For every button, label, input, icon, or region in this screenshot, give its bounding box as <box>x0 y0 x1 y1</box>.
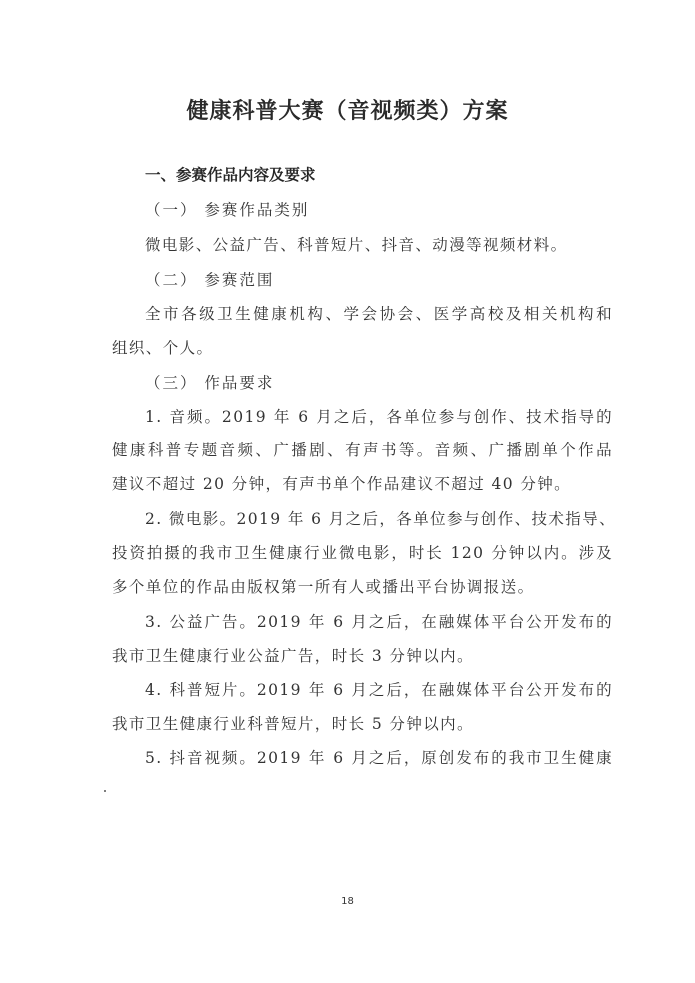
document-title: 健康科普大赛（音视频类）方案 <box>186 98 509 124</box>
requirement-item-1-line-3: 建议不超过 20 分钟，有声书单个作品建议不超过 40 分钟。 <box>112 475 572 493</box>
subsection-heading-requirements: （三） 作品要求 <box>145 374 275 392</box>
scope-text-line-1: 全市各级卫生健康机构、学会协会、医学高校及相关机构和 <box>145 305 613 323</box>
scan-speck <box>104 790 106 792</box>
category-text: 微电影、公益广告、科普短片、抖音、动漫等视频材料。 <box>145 236 568 254</box>
requirement-item-4-line-1: 4. 科普短片。2019 年 6 月之后，在融媒体平台公开发布的 <box>145 681 613 699</box>
section-heading-1: 一、参赛作品内容及要求 <box>145 166 316 184</box>
requirement-item-2-line-3: 多个单位的作品由版权第一所有人或播出平台协调报送。 <box>112 578 535 596</box>
scope-text-line-2: 组织、个人。 <box>112 339 214 357</box>
requirement-item-2-line-2: 投资拍摄的我市卫生健康行业微电影，时长 120 分钟以内。涉及 <box>112 544 613 562</box>
requirement-item-5-line-1: 5. 抖音视频。2019 年 6 月之后，原创发布的我市卫生健康 <box>145 749 613 767</box>
requirement-item-4-line-2: 我市卫生健康行业科普短片，时长 5 分钟以内。 <box>112 715 474 733</box>
requirement-item-3-line-1: 3. 公益广告。2019 年 6 月之后，在融媒体平台公开发布的 <box>145 613 613 631</box>
requirement-item-3-line-2: 我市卫生健康行业公益广告，时长 3 分钟以内。 <box>112 647 474 665</box>
requirement-item-1-line-2: 健康科普专题音频、广播剧、有声书等。音频、广播剧单个作品 <box>112 441 613 459</box>
subsection-heading-category: （一） 参赛作品类别 <box>145 201 310 219</box>
subsection-heading-scope: （二） 参赛范围 <box>145 271 275 289</box>
requirement-item-1-line-1: 1. 音频。2019 年 6 月之后，各单位参与创作、技术指导的 <box>145 408 613 426</box>
requirement-item-2-line-1: 2. 微电影。2019 年 6 月之后，各单位参与创作、技术指导、 <box>145 510 617 528</box>
page-number: 18 <box>341 896 354 907</box>
